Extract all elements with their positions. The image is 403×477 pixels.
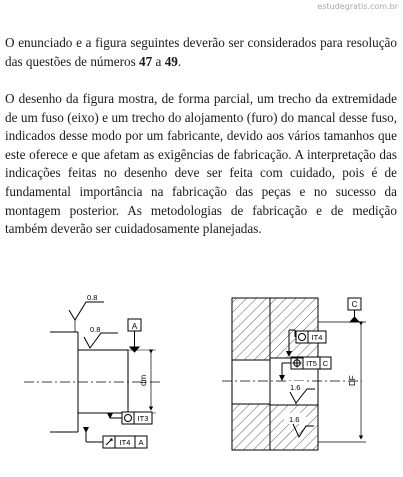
dimension-df-label: DF [348,375,357,386]
roughness-mid-value: 0.8 [90,325,101,334]
question-end: 49 [164,53,178,69]
roughness-top-value: 0.8 [87,293,98,302]
tol-it4-datum: A [138,438,144,447]
datum-c-symbol [318,298,366,322]
roughness-right-b-value: 1.6 [289,415,300,424]
tol-it4-right-value: IT4 [311,333,323,342]
tol-it5-value: IT5 [306,359,317,368]
roughness-right-a-value: 1.6 [290,383,301,392]
intro-conj: a [152,53,165,69]
roughness-symbol-mid [84,333,118,348]
watermark: estudegratis.com.br [317,2,398,11]
intro-prefix: O enunciado e a figura seguintes deverão ser considerados para resolução das questões de números [5,35,397,69]
tol-it3-value: IT3 [137,414,149,423]
intro-suffix: . [177,53,182,69]
datum-c-label: C [351,300,358,309]
housing-drawing [222,298,362,450]
tol-it4-left-value: IT4 [119,438,131,447]
tol-it5-datum: C [322,359,329,368]
question-start: 47 [139,53,153,69]
datum-a-label: A [131,322,138,331]
dimension-dm-label: dm [139,374,148,386]
description-paragraph: O desenho da figura mostra, de forma parcial, um trecho da extremidade de um fuso (eixo) e um trecho do alojamento (furo) do mancal desse fuso, indicados desse modo por um fabricante, devido aos vários tamanhos que este oferece e que afetam as exigências de fabricação. A interpretação das indicações feitas no desenho deve ser feita com cuidado, pois é de fundamental importância na fabricação das peças e no sucesso da montagem posterior. As metodologias de fabricação e de medição também deverão ser cuidadosamente planejadas. [5,91,397,237]
